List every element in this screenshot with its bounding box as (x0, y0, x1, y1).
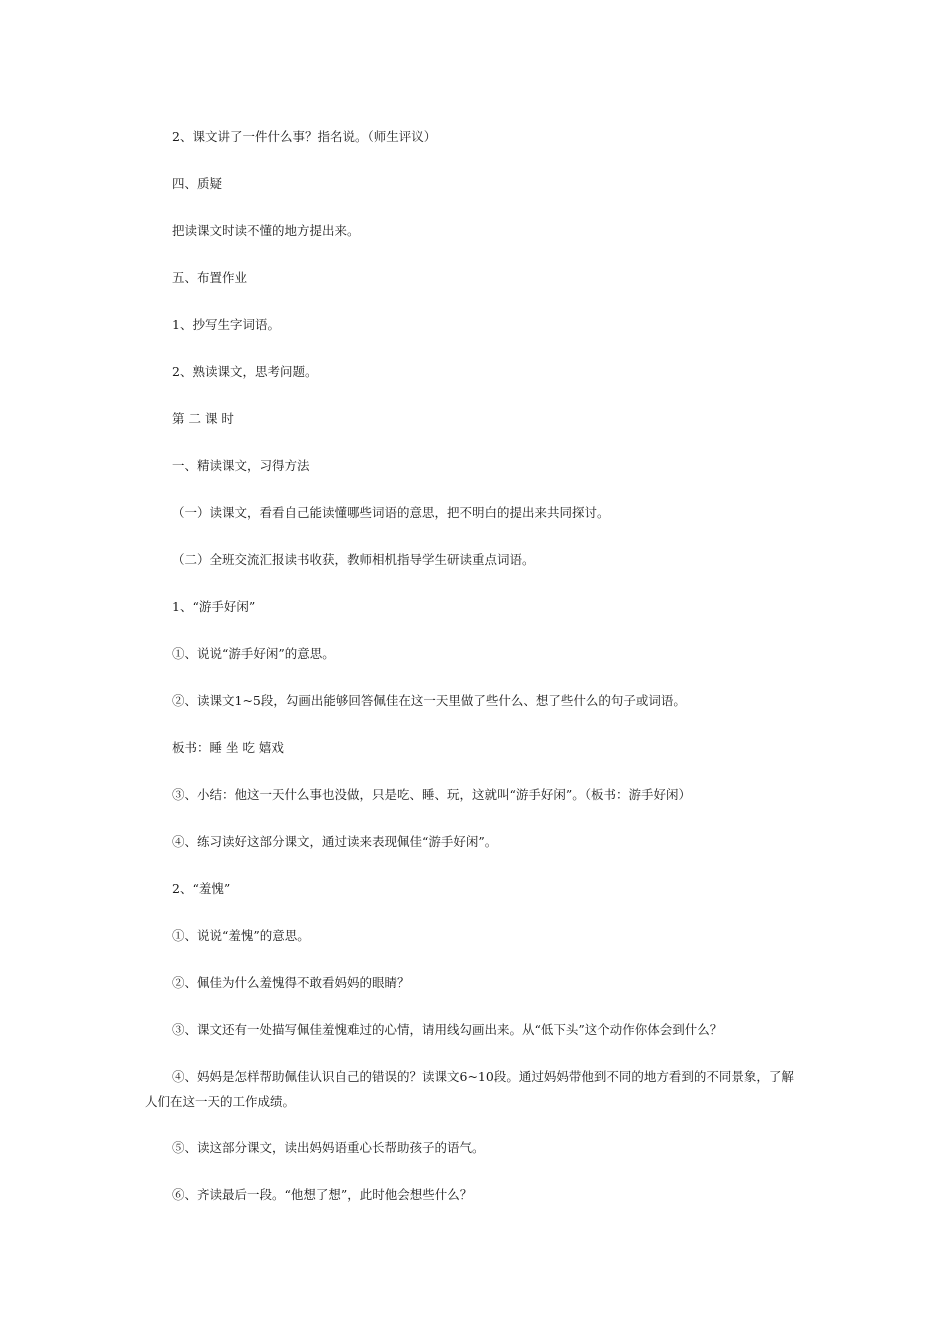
board-note: 板书：睡 坐 吃 嬉戏 (172, 740, 284, 755)
subsection-heading: 2、“羞愧” (172, 881, 231, 896)
paragraph: ⑤、读这部分课文，读出妈妈语重心长帮助孩子的语气。 (172, 1140, 485, 1155)
paragraph: ③、课文还有一处描写佩佳羞愧难过的心情，请用线勾画出来。从“低下头”这个动作你体会到什么？ (172, 1022, 723, 1037)
paragraph: ④、练习读好这部分课文，通过读来表现佩佳“游手好闲”。 (172, 834, 498, 849)
paragraph: 1、抄写生字词语。 (172, 317, 280, 332)
section-heading: 五、布置作业 (172, 270, 248, 285)
paragraph: ④、妈妈是怎样帮助佩佳认识自己的错误的？读课文6~10段。通过妈妈带他到不同的地方看到的不同景象，了解人们在这一天的工作成绩。 (145, 1069, 794, 1109)
section-heading: 四、质疑 (172, 176, 223, 191)
paragraph: （一）读课文，看看自己能读懂哪些词语的意思，把不明白的提出来共同探讨。 (172, 505, 610, 520)
paragraph: ②、佩佳为什么羞愧得不敢看妈妈的眼睛？ (172, 975, 410, 990)
lesson-heading: 第 二 课 时 (172, 411, 234, 426)
paragraph: （二）全班交流汇报读书收获，教师相机指导学生研读重点词语。 (172, 552, 535, 567)
paragraph: 2、熟读课文，思考问题。 (172, 364, 318, 379)
paragraph: ②、读课文1~5段，勾画出能够回答佩佳在这一天里做了些什么、想了些什么的句子或词语。 (172, 693, 686, 708)
paragraph: ①、说说“羞愧”的意思。 (172, 928, 310, 943)
paragraph: ⑥、齐读最后一段。“他想了想”，此时他会想些什么？ (172, 1187, 473, 1202)
subsection-heading: 1、“游手好闲” (172, 599, 256, 614)
section-heading: 一、精读课文，习得方法 (172, 458, 310, 473)
paragraph: ③、小结：他这一天什么事也没做，只是吃、睡、玩，这就叫“游手好闲”。（板书：游手好闲） (172, 787, 692, 802)
paragraph: 2、课文讲了一件什么事？指名说。（师生评议） (172, 129, 437, 144)
paragraph: ①、说说“游手好闲”的意思。 (172, 646, 335, 661)
paragraph: 把读课文时读不懂的地方提出来。 (172, 223, 360, 238)
document-body (145, 127, 805, 1232)
